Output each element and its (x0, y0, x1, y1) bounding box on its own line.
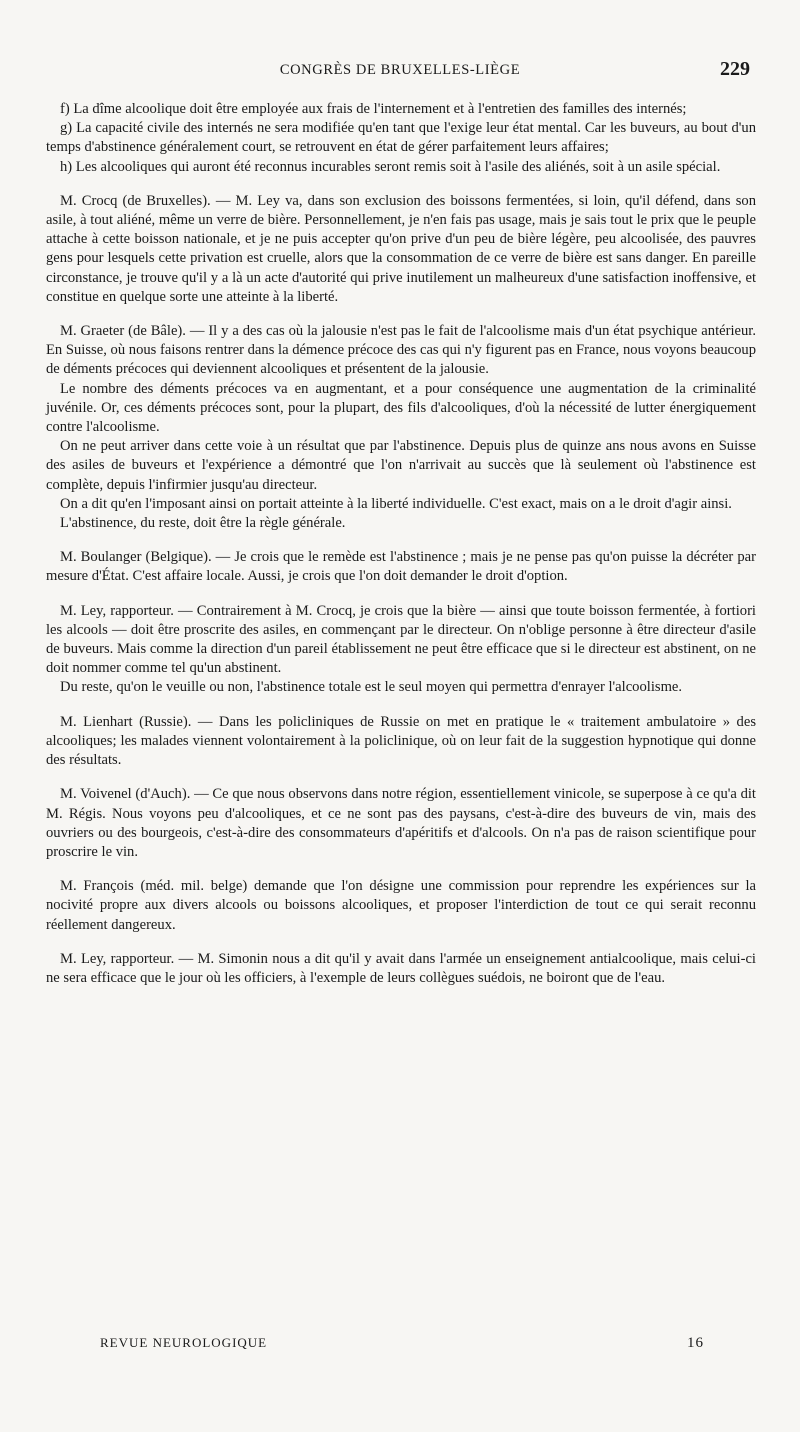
running-title: CONGRÈS DE BRUXELLES-LIÈGE (279, 62, 521, 78)
paragraph-lienhart: M. Lienhart (Russie). — Dans les policliniques de Russie on met en pratique le « traitement ambulatoire » des alcooliques; les malades viennent volontairement à la policlinique, où on leur fait de la suggestion hypnotique qui donne des résultats. (46, 713, 756, 769)
page-number: 229 (720, 58, 750, 80)
paragraph-boulanger: M. Boulanger (Belgique). — Je crois que le remède est l'abstinence ; mais je ne pense pas qu'on puisse la décréter par mesure d'État. C'est affaire locale. Aussi, je crois que l'on doit demander le droit d'option. (46, 549, 756, 585)
paragraph-ley-rapporteur: M. Ley, rapporteur. — M. Simonin nous a dit qu'il y avait dans l'armée un enseignement antialcoolique, mais celui-ci ne sera efficace que le jour où les officiers, à l'exemple de leurs collègues suédois, ne boiront que de l'eau. (46, 950, 756, 986)
paragraph-graeter-5: L'abstinence, du reste, doit être la règle générale. (60, 515, 346, 532)
paragraph-ley: M. Ley, rapporteur. — Contrairement à M. Crocq, je crois que la bière — ainsi que toute boisson fermentée, à fortiori les alcools — doit être proscrite des asiles, en commençant par le directeur. On n'oblige personne à être directeur d'asile de buveurs. Mais comme la direction d'un pareil établissement ne peut être efficace que si le directeur est abstinent, on ne doit nommer comme tel qu'un abstinent. (46, 602, 756, 677)
paragraph-graeter: M. Graeter (de Bâle). — Il y a des cas où la jalousie n'est pas le fait de l'alcoolisme mais d'un état psychique antérieur. En Suisse, où nous faisons rentrer dans la démence précoce des cas qui n'y figurent pas en France, nous voyons beaucoup de déments précoces qui deviennent alcooliques et présentent de la jalousie. (46, 323, 756, 378)
paragraph-item-g: g) La capacité civile des internés ne sera modifiée qu'en tant que l'exige leur état mental. Car les buveurs, au bout d'un temps d'abstinence généralement court, se retrouvent en état de gérer parfaitement leurs affaires; (46, 120, 756, 156)
paragraph-item-h: h) Les alcooliques qui auront été reconnus incurables seront remis soit à l'asile des aliénés, soit à un asile spécial. (60, 158, 721, 175)
paragraph-voivenel: M. Voivenel (d'Auch). — Ce que nous observons dans notre région, essentiellement vinicole, se superpose à ce qu'a dit M. Régis. Nous voyons peu d'alcooliques, et ce ne sont pas des paysans, c'est-à-dire des buveurs de vin, mais des ouvriers ou des bourgeois, c'est-à-dire des consommateurs d'apéritifs et d'alcools. On n'a pas de raison scientifique pour proscrire le vin. (46, 786, 756, 860)
page-footer (100, 1335, 704, 1357)
signature-mark: 16 (687, 1335, 704, 1351)
paragraph-graeter-2: Le nombre des déments précoces va en augmentant, et a pour conséquence une augmentation de la criminalité juvénile. Or, ces déments précoces sont, pour la plupart, des fils d'alcooliques, d'où la nécessité de lutter énergiquement contre l'alcoolisme. (46, 380, 756, 436)
page-header (0, 58, 800, 88)
paragraph-graeter-3: On ne peut arriver dans cette voie à un résultat que par l'abstinence. Depuis plus de quinze ans nous avons en Suisse des asiles de buveurs et l'expérience a démontré que l'on n'arrivait au succès que là seulement où l'abstinence est complète, depuis l'infirmier jusqu'au directeur. (46, 438, 756, 493)
paragraph-graeter-4: On a dit qu'en l'imposant ainsi on portait atteinte à la liberté individuelle. C'est exact, mais on a le droit d'agir ainsi. (60, 495, 732, 512)
body-text (46, 100, 756, 988)
paragraph-item-f: f) La dîme alcoolique doit être employée aux frais de l'internement et à l'entretien des familles des internés; (60, 101, 687, 117)
paragraph-ley-2: Du reste, qu'on le veuille ou non, l'abstinence totale est le seul moyen qui permettra d'enrayer l'alcoolisme. (60, 679, 683, 696)
paragraph-crocq: M. Crocq (de Bruxelles). — M. Ley va, dans son exclusion des boissons fermentées, si loin, qu'il défend, dans son asile, à tout aliéné, même un verre de bière. Personnellement, je n'en fais pas usage, mais je sais tout le prix que le peuple attache à cette boisson nationale, et je ne puis accepter qu'on prive d'un peu de bière légère, peu alcoolisée, des pauvres gens pour lesquels cette privation est cruelle, alors que la consommation de ce verre de bière est sans danger. En pareille circonstance, je trouve qu'il y a là un acte d'autorité qui prive inutilement un malheureux d'une satisfaction inoffensive, et constitue en quelque sorte une atteinte à la liberté. (46, 192, 756, 305)
journal-name: REVUE NEUROLOGIQUE (100, 1335, 268, 1350)
paragraph-francois: M. François (méd. mil. belge) demande que l'on désigne une commission pour reprendre les expériences sur la nocivité propre aux divers alcools ou boissons alcooliques, et proposer l'interdiction de tout ce qui serait reconnu réellement dangereux. (46, 878, 756, 933)
